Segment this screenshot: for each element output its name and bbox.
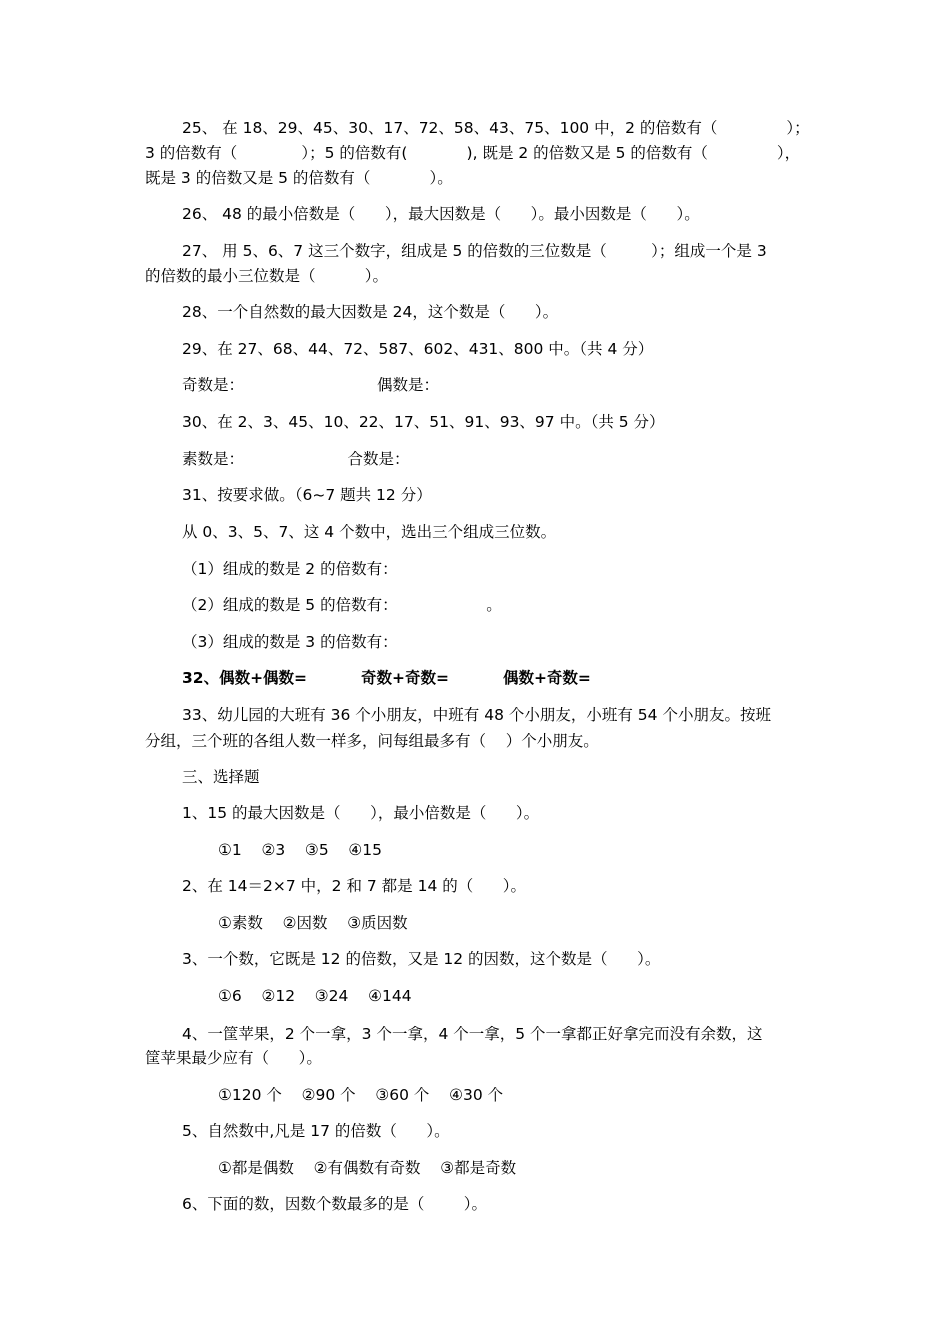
choice-question-4-line-1: 4、一筐苹果，2 个一拿，3 个一拿，4 个一拿，5 个一拿都正好拿完而没有余数，这 <box>182 1025 763 1043</box>
question-33-line-1: 33、幼儿园的大班有 36 个小朋友，中班有 48 个小朋友，小班有 54 个小朋友。按班 <box>182 706 771 724</box>
choice-question-4-options: ①120 个 ②90 个 ③60 个 ④30 个 <box>218 1086 504 1104</box>
question-31-instruction: 从 0、3、5、7、这 4 个数中，选出三个组成三位数。 <box>182 523 557 541</box>
section-heading: 三、选择题 <box>182 768 260 786</box>
question-31-part-3: （3）组成的数是 3 的倍数有： <box>182 633 398 651</box>
question-33-line-2: 分组，三个班的各组人数一样多，问每组最多有（ ）个小朋友。 <box>145 732 599 750</box>
question-27-line-1: 27、 用 5、6、7 这三个数字，组成是 5 的倍数的三位数是（ ）；组成一个是 3 <box>182 242 767 260</box>
choice-question-5: 5、自然数中,凡是 17 的倍数（ ）。 <box>182 1122 450 1140</box>
choice-question-2-options: ①素数 ②因数 ③质因数 <box>218 914 408 932</box>
question-32: 32、偶数+偶数= 奇数+奇数= 偶数+奇数= <box>182 669 591 687</box>
question-31-part-1: （1）组成的数是 2 的倍数有： <box>182 560 398 578</box>
question-31-part-2: （2）组成的数是 5 的倍数有： 。 <box>182 596 502 614</box>
question-31: 31、按要求做。（6~7 题共 12 分） <box>182 486 432 504</box>
choice-question-5-options: ①都是偶数 ②有偶数有奇数 ③都是奇数 <box>218 1159 517 1177</box>
question-26: 26、 48 的最小倍数是（ ），最大因数是（ ）。最小因数是（ ）。 <box>182 205 700 223</box>
choice-question-4-line-2: 筐苹果最少应有（ ）。 <box>145 1049 322 1067</box>
question-25-line-1: 25、 在 18、29、45、30、17、72、58、43、75、100 中，2 的倍数有（ ）； <box>182 119 810 137</box>
choice-question-1: 1、15 的最大因数是（ ），最小倍数是（ ）。 <box>182 804 540 822</box>
choice-question-1-options: ①1 ②3 ③5 ④15 <box>218 841 383 859</box>
question-27-line-2: 的倍数的最小三位数是（ ）。 <box>145 267 389 285</box>
question-29-answers: 奇数是： 偶数是： <box>182 376 440 394</box>
choice-question-3: 3、一个数，它既是 12 的倍数，又是 12 的因数，这个数是（ ）。 <box>182 950 661 968</box>
question-25-line-2: 3 的倍数有（ ）；5 的倍数有( ), 既是 2 的倍数又是 5 的倍数有（ ）， <box>145 144 801 162</box>
question-28: 28、一个自然数的最大因数是 24，这个数是（ ）。 <box>182 303 559 321</box>
question-25-line-3: 既是 3 的倍数又是 5 的倍数有（ ）。 <box>145 169 453 187</box>
choice-question-3-options: ①6 ②12 ③24 ④144 <box>218 987 412 1005</box>
question-30: 30、在 2、3、45、10、22、17、51、91、93、97 中。（共 5 分） <box>182 413 665 431</box>
question-30-answers: 素数是： 合数是： <box>182 450 410 468</box>
choice-question-2: 2、在 14＝2×7 中，2 和 7 都是 14 的（ ）。 <box>182 877 527 895</box>
question-29: 29、在 27、68、44、72、587、602、431、800 中。（共 4 分） <box>182 340 654 358</box>
choice-question-6: 6、下面的数，因数个数最多的是（ ）。 <box>182 1195 488 1213</box>
